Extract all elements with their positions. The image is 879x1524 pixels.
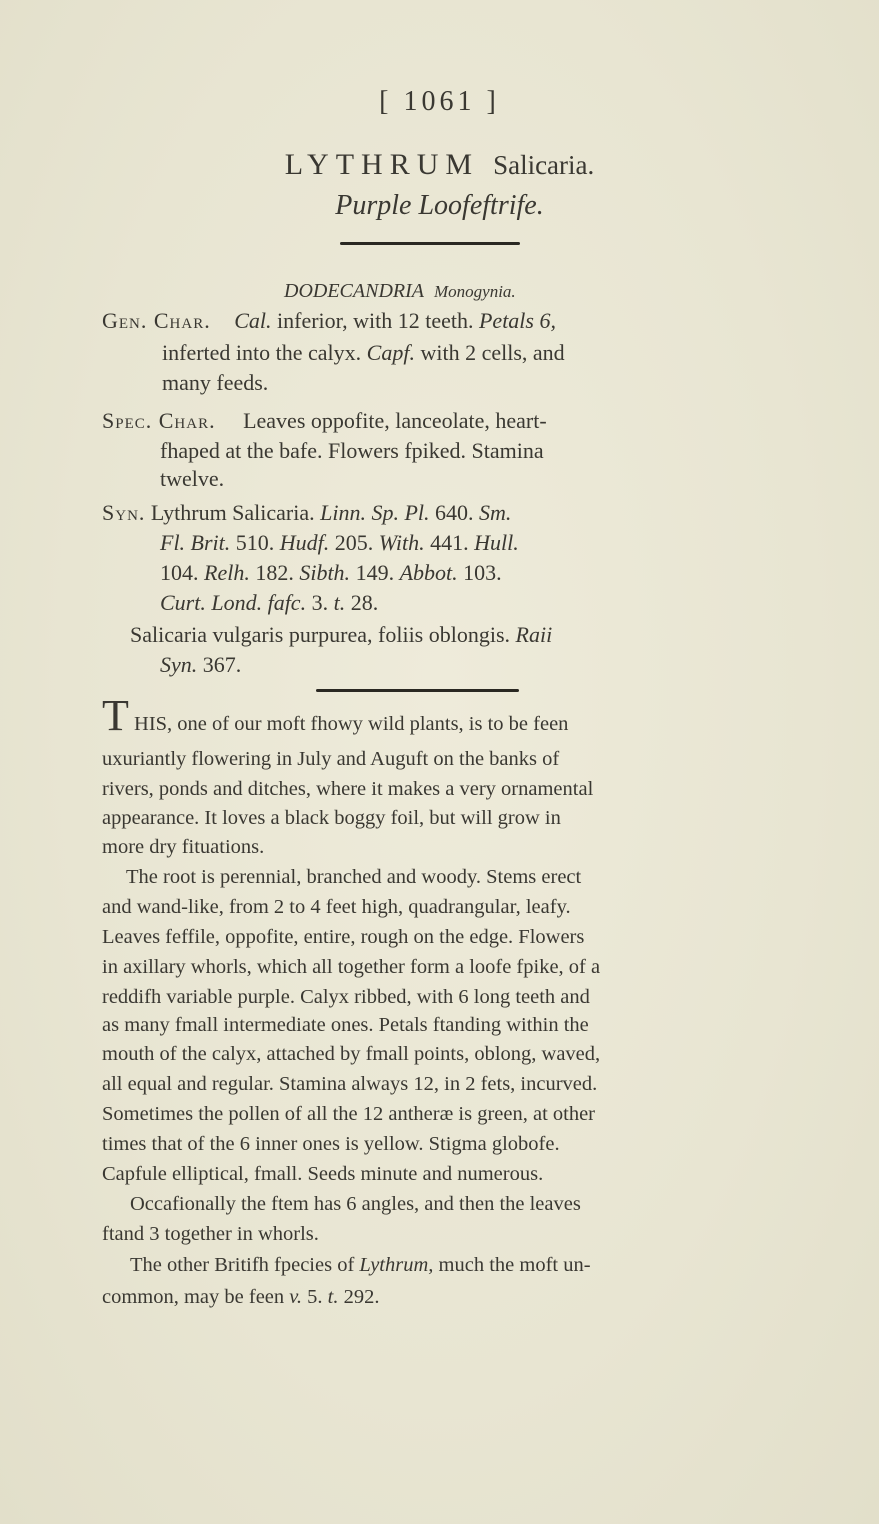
text: 441. — [424, 530, 475, 555]
body-line-11: as many fmall intermediate ones. Petals ftanding within the — [102, 1014, 589, 1036]
text-italic: Abbot. — [399, 560, 458, 585]
plant-title — [0, 148, 879, 182]
text: 3. — [306, 590, 334, 615]
gen-char-line-3: many feeds. — [162, 370, 269, 395]
body-line-19 — [130, 1254, 591, 1277]
body-line-12: mouth of the calyx, attached by fmall points, oblong, waved, — [102, 1043, 601, 1065]
text-italic: Syn. — [160, 652, 198, 677]
body-line-1 — [102, 691, 569, 740]
spec-char-line-1 — [102, 408, 547, 434]
body-line-10: reddifh variable purple. Calyx ribbed, with 6 long teeth and — [102, 986, 590, 1008]
species-name: Salicaria. — [493, 150, 595, 180]
text: common, may be feen — [102, 1286, 290, 1308]
syn-line-2 — [160, 530, 519, 556]
syn-line-6 — [160, 652, 241, 678]
text-italic: Hull. — [474, 530, 519, 555]
text-italic: Lythrum, — [359, 1254, 434, 1276]
syn-line-3 — [160, 560, 502, 586]
body-line-18: ftand 3 together in whorls. — [102, 1223, 319, 1245]
body-line-5: more dry fituations. — [102, 836, 265, 858]
text: 28. — [345, 590, 379, 615]
spec-char-line-2: fhaped at the bafe. Flowers fpiked. Stamina — [160, 438, 544, 463]
syn-line-1 — [102, 500, 511, 526]
body-line-14: Sometimes the pollen of all the 12 antheræ is green, at other — [102, 1103, 596, 1125]
body-line-7: and wand-like, from 2 to 4 feet high, quadrangular, leafy. — [102, 896, 571, 918]
body-line-4: appearance. It loves a black boggy foil, but will grow in — [102, 807, 561, 829]
text-italic: v. — [289, 1286, 302, 1308]
text: 182. — [249, 560, 300, 585]
spec-char-label: Spec. Char. — [102, 408, 216, 433]
text: inferted into the calyx. — [162, 340, 367, 365]
syn-line-4 — [160, 590, 378, 616]
classification — [284, 280, 516, 303]
syn-label: Syn. — [102, 500, 146, 525]
text: 103. — [457, 560, 502, 585]
body-line-6: The root is perennial, branched and woody. Stems erect — [126, 866, 582, 888]
body-line-20 — [102, 1286, 379, 1309]
page-number: [ 1061 ] — [379, 86, 500, 117]
text: 205. — [329, 530, 379, 555]
text: 104. — [160, 560, 204, 585]
order-name: Monogynia. — [433, 282, 516, 301]
gen-char-line-2 — [162, 340, 565, 366]
body-line-2: uxuriantly flowering in July and Auguft on the banks of — [102, 748, 560, 770]
body-line-8: Leaves feffile, oppofite, entire, rough on the edge. Flowers — [102, 926, 585, 948]
text-italic: Cal. — [234, 308, 272, 333]
text-italic: Hudf. — [279, 530, 330, 555]
body-line-9: in axillary whorls, which all together form a loofe fpike, of a — [102, 956, 601, 978]
text: Salicaria vulgaris purpurea, foliis oblongis. — [130, 622, 516, 647]
body-line-15: times that of the 6 inner ones is yellow. Stigma globofe. — [102, 1133, 560, 1155]
body-line-17: Occafionally the ftem has 6 angles, and then the leaves — [130, 1193, 581, 1215]
syn-line-5 — [130, 622, 552, 648]
text: The other Britifh fpecies of — [130, 1254, 360, 1276]
drop-cap: T — [102, 691, 129, 740]
body-line-3: rivers, ponds and ditches, where it makes a very ornamental — [102, 778, 594, 800]
spec-char-line-3: twelve. — [160, 466, 225, 491]
text-italic: t. — [333, 590, 346, 615]
text-italic: Petals 6, — [478, 308, 556, 333]
text: 5. — [302, 1286, 328, 1308]
text: Lythrum Salicaria. — [145, 500, 321, 525]
text-italic: Raii — [515, 622, 553, 647]
divider-rule — [316, 689, 519, 692]
class-name: DODECANDRIA — [284, 280, 424, 302]
common-name: Purple Loofeftrife. — [335, 190, 544, 221]
text: 510. — [230, 530, 280, 555]
text: 367. — [197, 652, 242, 677]
body-line-13: all equal and regular. Stamina always 12, in 2 fets, incurved. — [102, 1073, 598, 1095]
text: Leaves oppofite, lanceolate, heart- — [243, 408, 547, 433]
text: inferior, with 12 teeth. — [271, 308, 479, 333]
text-italic: With. — [378, 530, 425, 555]
text-italic: Capf. — [366, 340, 415, 365]
text-italic: t. — [327, 1286, 339, 1308]
text: with 2 cells, and — [414, 340, 565, 365]
genus-name: LYTHRUM — [284, 148, 480, 181]
text-italic: Sibth. — [299, 560, 351, 585]
text-italic: Relh. — [204, 560, 250, 585]
text-italic: Sm. — [479, 500, 512, 525]
gen-char-label: Gen. Char. — [102, 308, 211, 333]
text: 640. — [429, 500, 480, 525]
gen-char-line-1 — [102, 308, 556, 334]
text: HIS, one of our moft fhowy wild plants, is to be feen — [134, 713, 569, 735]
text-italic: Fl. Brit. — [160, 530, 231, 555]
divider-rule — [340, 242, 520, 245]
text: 149. — [350, 560, 400, 585]
text: 292. — [338, 1286, 380, 1308]
body-line-16: Capfule elliptical, fmall. Seeds minute and numerous. — [102, 1163, 544, 1185]
text: much the moft un- — [433, 1254, 591, 1276]
text-italic: Curt. Lond. fafc. — [160, 590, 307, 615]
text-italic: Linn. Sp. Pl. — [320, 500, 430, 525]
